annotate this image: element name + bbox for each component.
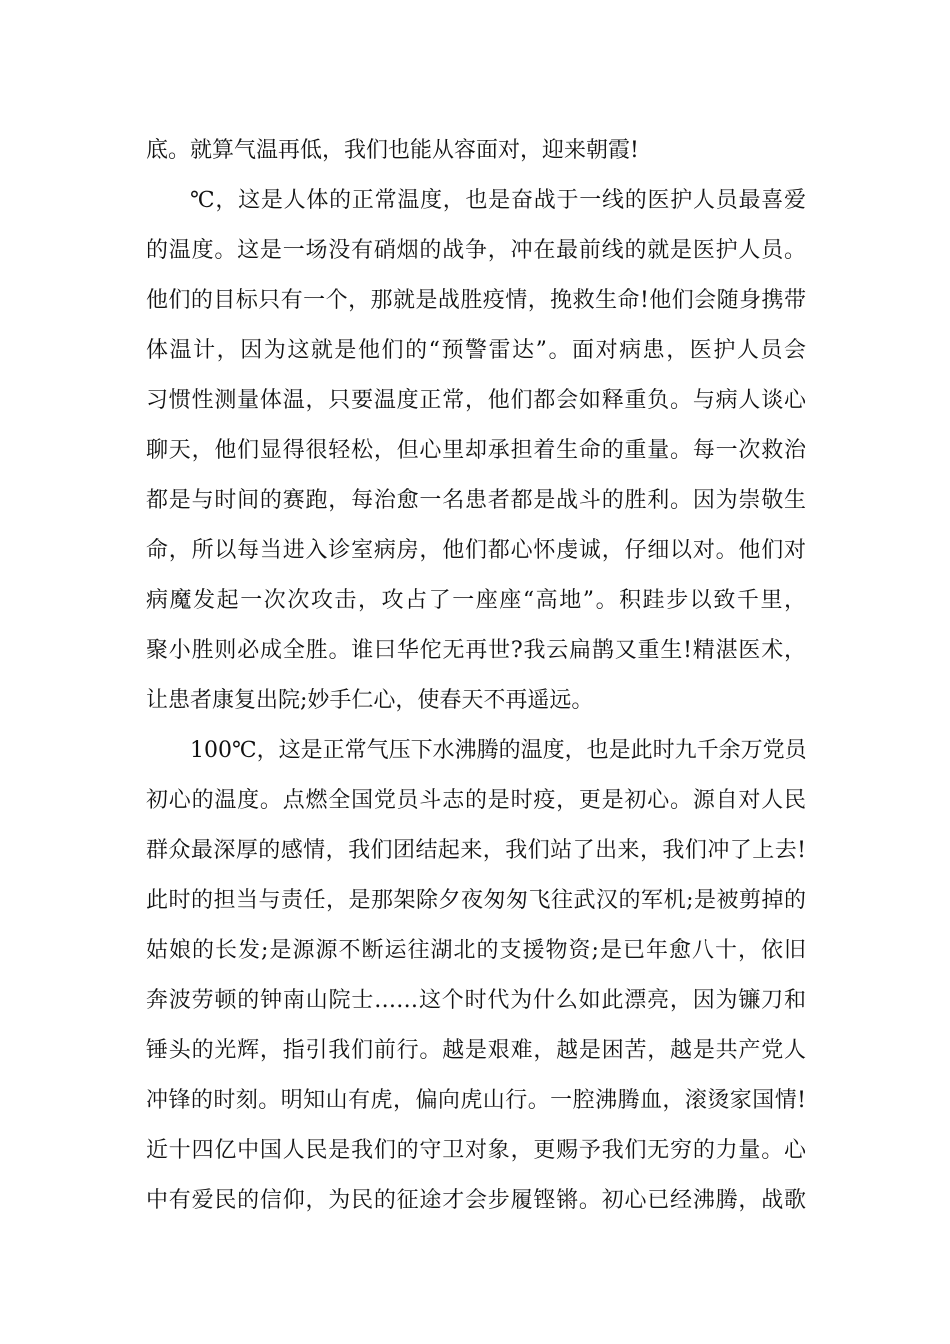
text-line: 聚小胜则必成全胜。谁曰华佗无再世?我云扁鹊又重生!精湛医术， <box>146 638 806 663</box>
text-line: 都是与时间的赛跑，每治愈一名患者都是战斗的胜利。因为崇敬生 <box>146 488 806 513</box>
text-line: 习惯性测量体温，只要温度正常，他们都会如释重负。与病人谈心 <box>146 388 806 413</box>
text-line: 近十四亿中国人民是我们的守卫对象，更赐予我们无穷的力量。心 <box>146 1138 806 1163</box>
text-line: 底。就算气温再低，我们也能从容面对，迎来朝霞! <box>146 138 639 163</box>
text-line: 命，所以每当进入诊室病房，他们都心怀虔诚，仔细以对。他们对 <box>146 538 806 563</box>
text-line: 奔波劳顿的钟南山院士……这个时代为什么如此漂亮，因为镰刀和 <box>146 988 806 1013</box>
text-line: 此时的担当与责任，是那架除夕夜匆匆飞往武汉的军机;是被剪掉的 <box>146 888 806 913</box>
text-line: 体温计，因为这就是他们的“预警雷达”。面对病患，医护人员会 <box>146 338 806 363</box>
text-line: 冲锋的时刻。明知山有虎，偏向虎山行。一腔沸腾血，滚烫家国情! <box>146 1088 806 1113</box>
text-line: 病魔发起一次次攻击，攻占了一座座“高地”。积跬步以致千里， <box>146 588 806 613</box>
text-line: 锤头的光辉，指引我们前行。越是艰难，越是困苦，越是共产党人 <box>146 1038 806 1063</box>
text-line: 让患者康复出院;妙手仁心，使春天不再遥远。 <box>146 688 594 713</box>
text-line: 的温度。这是一场没有硝烟的战争，冲在最前线的就是医护人员。 <box>146 238 806 263</box>
paragraph-start-line: ℃，这是人体的正常温度，也是奋战于一线的医护人员最喜爱 <box>190 188 806 213</box>
text-line: 他们的目标只有一个，那就是战胜疫情，挽救生命!他们会随身携带 <box>146 288 806 313</box>
text-line: 中有爱民的信仰，为民的征途才会步履铿锵。初心已经沸腾，战歌 <box>146 1188 806 1213</box>
text-line: 群众最深厚的感情，我们团结起来，我们站了出来，我们冲了上去! <box>146 838 806 863</box>
paragraph-start-line: 100℃，这是正常气压下水沸腾的温度，也是此时九千余万党员 <box>190 738 807 763</box>
text-line: 初心的温度。点燃全国党员斗志的是时疫，更是初心。源自对人民 <box>146 788 806 813</box>
text-line: 聊天，他们显得很轻松，但心里却承担着生命的重量。每一次救治 <box>146 438 806 463</box>
text-line: 姑娘的长发;是源源不断运往湖北的支援物资;是已年愈八十，依旧 <box>146 938 806 963</box>
